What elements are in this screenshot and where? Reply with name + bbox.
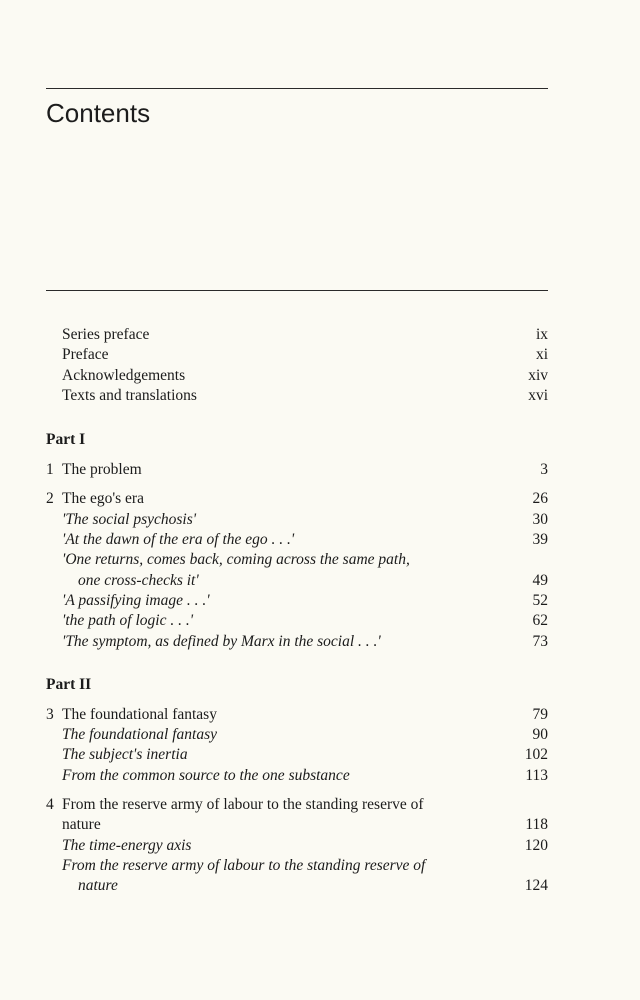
entry-page: 30 <box>532 510 548 528</box>
entry-page: 79 <box>532 705 548 723</box>
entry-title: Acknowledgements <box>62 366 186 384</box>
entry-title: 'At the dawn of the era of the ego . . .' <box>62 531 295 549</box>
entry-page: 3 <box>540 461 548 479</box>
entry-title: The time-energy axis <box>62 836 192 854</box>
toc-section[interactable] <box>46 510 548 530</box>
entry-page: 49 <box>532 571 548 589</box>
entry-page: 90 <box>532 726 548 744</box>
chapter-number: 2 <box>46 490 54 508</box>
entry-title-line2: nature <box>62 816 101 834</box>
toc-section[interactable] <box>46 591 548 611</box>
entry-page: 26 <box>532 490 548 508</box>
entry-page: 118 <box>525 816 548 834</box>
table-of-contents <box>46 325 548 897</box>
entry-page: xvi <box>528 386 548 404</box>
entry-title: The foundational fantasy <box>62 726 217 744</box>
entry-page: 39 <box>532 531 548 549</box>
entry-title: Preface <box>62 346 109 364</box>
entry-page: 124 <box>524 877 548 895</box>
toc-section[interactable] <box>46 550 548 570</box>
chapter-number: 3 <box>46 705 54 723</box>
entry-title-line1: From the reserve army of labour to the standing reserve of <box>62 856 426 874</box>
toc-section[interactable] <box>46 530 548 550</box>
entry-page: 120 <box>524 836 548 854</box>
part-heading: Part I <box>46 431 86 449</box>
part-heading: Part II <box>46 675 92 693</box>
toc-section[interactable] <box>46 725 548 745</box>
toc-chapter-4[interactable] <box>46 795 548 815</box>
entry-page: 52 <box>532 591 548 609</box>
toc-section[interactable] <box>46 632 548 652</box>
toc-section[interactable] <box>46 745 548 765</box>
entry-page: 113 <box>525 766 548 784</box>
toc-section-continued[interactable] <box>46 571 548 591</box>
toc-chapter-2[interactable] <box>46 489 548 509</box>
entry-title-line1: From the reserve army of labour to the standing reserve of <box>62 796 424 814</box>
entry-title-line2: one cross-checks it' <box>78 571 199 589</box>
entry-title: 'The social psychosis' <box>62 510 197 528</box>
toc-section[interactable] <box>46 836 548 856</box>
entry-page: ix <box>535 326 548 343</box>
entry-page: 73 <box>532 632 548 650</box>
entry-page: 62 <box>532 612 548 630</box>
chapter-number: 1 <box>46 461 54 479</box>
toc-chapter-4-continued[interactable] <box>46 815 548 835</box>
toc-entry-preface[interactable] <box>46 345 548 365</box>
entry-title: 'The symptom, as defined by Marx in the social . . .' <box>62 632 381 650</box>
toc-entry-texts-and-translations[interactable] <box>46 386 548 406</box>
toc-chapter-1[interactable] <box>46 460 548 480</box>
top-rule <box>46 88 548 89</box>
separator-rule <box>46 290 548 291</box>
entry-title: From the common source to the one substance <box>62 766 350 784</box>
entry-page: 102 <box>524 746 548 764</box>
toc-section[interactable] <box>46 856 548 876</box>
toc-section[interactable] <box>46 611 548 631</box>
entry-page: xi <box>535 346 548 364</box>
entry-page: xiv <box>528 366 548 384</box>
entry-title-line2: nature <box>78 877 118 895</box>
toc-section-continued[interactable] <box>46 876 548 896</box>
entry-title: 'A passifying image . . .' <box>62 591 210 609</box>
entry-title: The subject's inertia <box>62 746 188 764</box>
chapter-number: 4 <box>46 796 54 814</box>
entry-title: The foundational fantasy <box>62 705 217 723</box>
entry-title-line1: 'One returns, comes back, coming across the same path, <box>62 551 410 569</box>
toc-entry-series-preface[interactable] <box>46 325 548 345</box>
entry-title: The ego's era <box>62 490 144 508</box>
toc-section[interactable] <box>46 766 548 786</box>
page-title: Contents <box>46 98 151 128</box>
entry-title: 'the path of logic . . .' <box>62 612 194 630</box>
entry-title: Series preface <box>62 326 150 343</box>
entry-title: The problem <box>62 461 142 479</box>
entry-title: Texts and translations <box>62 386 197 404</box>
toc-chapter-3[interactable] <box>46 705 548 725</box>
toc-entry-acknowledgements[interactable] <box>46 366 548 386</box>
